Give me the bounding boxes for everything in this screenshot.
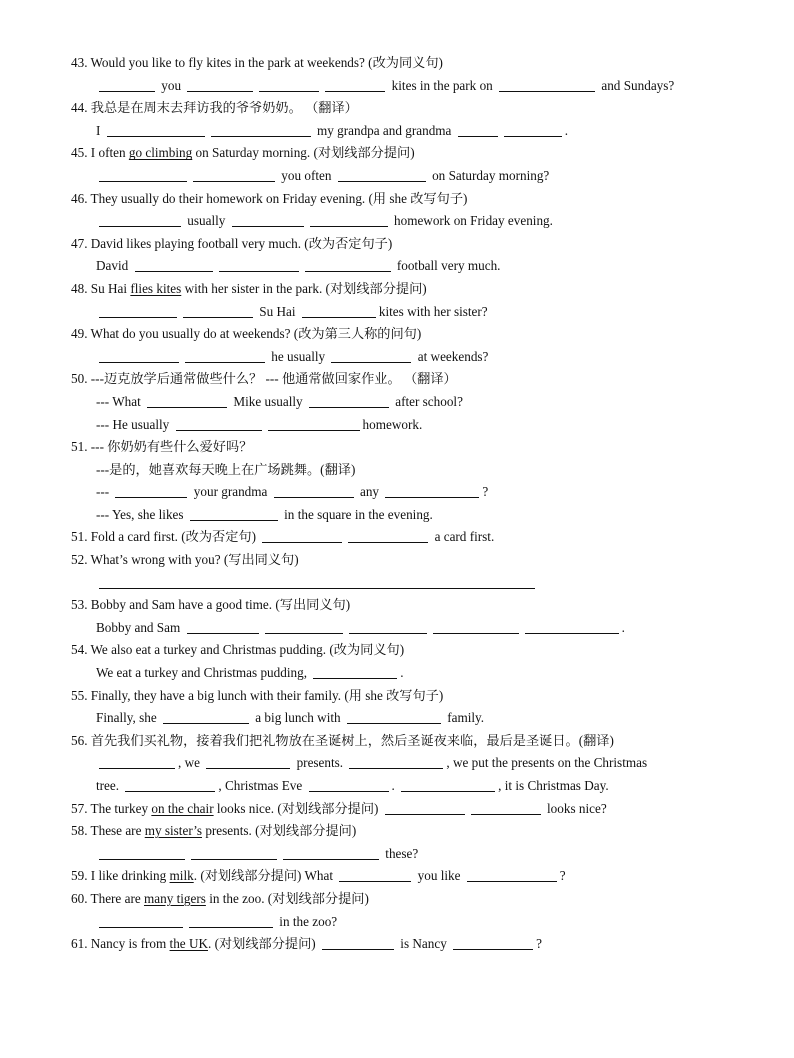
worksheet bbox=[0, 52, 794, 956]
question-43 bbox=[0, 52, 794, 75]
text-segment: 55. Finally, they have a big lunch with their family. (用 she 改写句子) bbox=[71, 687, 444, 703]
text-segment: 61. Nancy is from bbox=[71, 936, 170, 952]
answer-blank[interactable] bbox=[135, 257, 213, 272]
answer-blank[interactable] bbox=[107, 122, 205, 137]
text-segment: ? bbox=[559, 868, 566, 884]
answer-blank[interactable] bbox=[183, 303, 253, 318]
text-segment: kites in the park on bbox=[388, 77, 497, 93]
answer-56b bbox=[0, 775, 794, 798]
question-44 bbox=[0, 97, 794, 120]
text-segment: a big lunch with bbox=[251, 710, 344, 726]
answer-blank[interactable] bbox=[349, 619, 427, 634]
question-55 bbox=[0, 685, 794, 708]
answer-blank[interactable] bbox=[349, 754, 443, 769]
text-segment: 59. I like drinking bbox=[71, 868, 170, 884]
question-54 bbox=[0, 639, 794, 662]
answer-blank[interactable] bbox=[187, 619, 259, 634]
answer-blank[interactable] bbox=[385, 483, 479, 498]
text-segment: 46. They usually do their homework on Friday evening. (用 she 改写句子) bbox=[71, 190, 468, 206]
text-segment: on Saturday morning? bbox=[428, 167, 550, 183]
answer-blank[interactable] bbox=[99, 77, 155, 92]
answer-blank[interactable] bbox=[193, 167, 275, 182]
text-segment: in the zoo? bbox=[276, 913, 338, 929]
text-segment: your grandma bbox=[190, 484, 271, 500]
answer-blank[interactable] bbox=[305, 257, 391, 272]
answer-blank[interactable] bbox=[504, 122, 562, 137]
text-segment: homework on Friday evening. bbox=[390, 213, 553, 229]
answer-52 bbox=[0, 572, 794, 595]
underlined-phrase: flies kites bbox=[130, 280, 182, 296]
underlined-phrase: go climbing bbox=[128, 145, 193, 161]
text-segment: , we put the presents on the Christmas bbox=[446, 755, 648, 771]
text-segment: tree. bbox=[96, 778, 123, 793]
underlined-phrase: many tigers bbox=[143, 890, 206, 906]
text-segment: 48. Su Hai bbox=[71, 280, 131, 296]
question-53 bbox=[0, 594, 794, 617]
answer-48 bbox=[0, 301, 794, 324]
answer-blank[interactable] bbox=[185, 348, 265, 363]
text-segment: these? bbox=[382, 845, 419, 861]
text-segment: --- bbox=[96, 484, 113, 500]
answer-58 bbox=[0, 843, 794, 866]
answer-blank[interactable] bbox=[265, 619, 343, 634]
text-segment: 51. --- 你奶奶有些什么爱好吗？ bbox=[71, 439, 253, 455]
text-segment: 43. Would you like to fly kites in the park at weekends? (改为同义句) bbox=[71, 55, 443, 70]
text-segment: . bbox=[400, 665, 404, 681]
answer-blank[interactable] bbox=[309, 777, 389, 792]
question-47 bbox=[0, 233, 794, 256]
answer-blank[interactable] bbox=[99, 845, 185, 860]
text-segment: , we bbox=[178, 755, 204, 771]
answer-blank[interactable] bbox=[189, 913, 273, 928]
answer-blank[interactable] bbox=[322, 935, 394, 950]
text-segment: . (对划线部分提问) What bbox=[193, 868, 337, 884]
answer-54 bbox=[0, 662, 794, 685]
answer-blank[interactable] bbox=[99, 167, 187, 182]
answer-blank[interactable] bbox=[219, 257, 299, 272]
text-segment: 57. The turkey bbox=[71, 800, 152, 816]
answer-blank[interactable] bbox=[348, 528, 428, 543]
text-segment: ? bbox=[536, 936, 542, 952]
answer-blank[interactable] bbox=[339, 867, 411, 882]
answer-blank[interactable] bbox=[187, 77, 253, 92]
answer-blank[interactable] bbox=[310, 212, 388, 227]
text-segment: and Sundays? bbox=[598, 77, 675, 93]
text-segment: . (对划线部分提问) bbox=[208, 936, 319, 952]
question-56 bbox=[0, 730, 794, 753]
answer-blank[interactable] bbox=[331, 348, 411, 363]
answer-50a bbox=[0, 391, 794, 414]
answer-blank[interactable] bbox=[125, 777, 215, 792]
answer-blank[interactable] bbox=[163, 709, 249, 724]
answer-blank[interactable] bbox=[147, 393, 227, 408]
answer-blank[interactable] bbox=[313, 664, 397, 679]
text-segment: presents. bbox=[293, 755, 347, 771]
answer-blank[interactable] bbox=[274, 483, 354, 498]
text-segment: my grandpa and grandma bbox=[313, 122, 455, 138]
text-segment: is Nancy bbox=[397, 936, 451, 952]
text-segment: after school? bbox=[391, 393, 463, 409]
text-segment: 51. Fold a card first. (改为否定句) bbox=[71, 529, 260, 545]
answer-blank[interactable] bbox=[268, 416, 360, 431]
text-segment: in the square in the evening. bbox=[280, 506, 433, 522]
text-segment: usually bbox=[184, 213, 229, 229]
text-segment: 54. We also eat a turkey and Christmas pudding. (改为同义句) bbox=[71, 642, 405, 658]
text-segment: presents. (对划线部分提问) bbox=[202, 823, 357, 839]
text-segment: 53. Bobby and Sam have a good time. (写出同义句) bbox=[71, 597, 351, 613]
question-52 bbox=[0, 549, 794, 572]
text-segment: 58. These are bbox=[71, 823, 145, 839]
answer-blank[interactable] bbox=[211, 122, 311, 137]
underlined-phrase: on the chair bbox=[151, 800, 214, 816]
text-segment: with her sister in the park. (对划线部分提问) bbox=[181, 280, 427, 296]
text-segment: homework. bbox=[362, 416, 423, 432]
underlined-phrase: the UK bbox=[169, 936, 208, 952]
text-segment: any bbox=[356, 484, 383, 500]
answer-blank[interactable] bbox=[99, 574, 535, 589]
answer-blank[interactable] bbox=[302, 303, 376, 318]
text-segment: --- What bbox=[96, 393, 145, 409]
question-51-fold bbox=[0, 526, 794, 549]
text-segment: ? bbox=[482, 484, 489, 500]
question-48 bbox=[0, 278, 794, 301]
question-46 bbox=[0, 188, 794, 211]
answer-51b bbox=[0, 504, 794, 527]
answer-53 bbox=[0, 617, 794, 640]
answer-51a bbox=[0, 481, 794, 504]
question-51-line2 bbox=[0, 459, 794, 482]
answer-blank[interactable] bbox=[499, 77, 595, 92]
text-segment: . bbox=[391, 778, 399, 793]
text-segment: looks nice. (对划线部分提问) bbox=[213, 800, 382, 816]
answer-blank[interactable] bbox=[467, 867, 557, 882]
text-segment: 56. 首先我们买礼物，接着我们把礼物放在圣诞树上，然后圣诞夜来临，最后是圣诞日。(翻译) bbox=[71, 732, 614, 748]
text-segment: 44. 我总是在周末去拜访我的爷爷奶奶。 （翻译） bbox=[71, 100, 358, 116]
text-segment: looks nice? bbox=[543, 800, 607, 816]
text-segment: . bbox=[564, 122, 568, 138]
answer-55 bbox=[0, 707, 794, 730]
text-segment: football very much. bbox=[393, 258, 501, 274]
answer-blank[interactable] bbox=[99, 303, 177, 318]
answer-blank[interactable] bbox=[99, 754, 175, 769]
answer-blank[interactable] bbox=[99, 348, 179, 363]
text-segment: on Saturday morning. (对划线部分提问) bbox=[192, 145, 415, 161]
answer-blank[interactable] bbox=[262, 528, 342, 543]
text-segment: Mike usually bbox=[230, 393, 306, 409]
underlined-phrase: my sister’s bbox=[144, 823, 203, 839]
text-segment: you often bbox=[278, 167, 335, 183]
text-segment: you bbox=[158, 77, 185, 93]
text-segment: he usually bbox=[268, 348, 329, 364]
answer-blank[interactable] bbox=[433, 619, 519, 634]
text-segment: . bbox=[621, 619, 625, 635]
underlined-phrase: milk bbox=[169, 868, 194, 884]
answer-blank[interactable] bbox=[283, 845, 379, 860]
answer-blank[interactable] bbox=[115, 483, 187, 498]
answer-blank[interactable] bbox=[453, 935, 533, 950]
answer-blank[interactable] bbox=[385, 800, 465, 815]
text-segment: family. bbox=[443, 710, 485, 726]
answer-blank[interactable] bbox=[401, 777, 495, 792]
text-segment: kites with her sister? bbox=[378, 303, 488, 319]
answer-blank[interactable] bbox=[191, 845, 277, 860]
text-segment: in the zoo. (对划线部分提问) bbox=[205, 890, 369, 906]
answer-43 bbox=[0, 75, 794, 98]
question-49 bbox=[0, 323, 794, 346]
answer-blank[interactable] bbox=[347, 709, 441, 724]
question-58 bbox=[0, 820, 794, 843]
text-segment: 45. I often bbox=[71, 145, 129, 161]
text-segment: 50. ---迈克放学后通常做些什么？ --- 他通常做回家作业。 （翻译） bbox=[71, 371, 457, 387]
answer-blank[interactable] bbox=[525, 619, 619, 634]
question-60 bbox=[0, 888, 794, 911]
question-61 bbox=[0, 933, 794, 956]
question-59 bbox=[0, 865, 794, 888]
answer-blank[interactable] bbox=[309, 393, 389, 408]
answer-46 bbox=[0, 210, 794, 233]
answer-blank[interactable] bbox=[99, 913, 183, 928]
text-segment: a card first. bbox=[431, 529, 495, 545]
text-segment: 60. There are bbox=[71, 890, 144, 906]
answer-blank[interactable] bbox=[325, 77, 385, 92]
answer-blank[interactable] bbox=[190, 506, 278, 521]
text-segment: at weekends? bbox=[414, 348, 489, 364]
answer-44 bbox=[0, 120, 794, 143]
question-51 bbox=[0, 436, 794, 459]
answer-56a bbox=[0, 752, 794, 775]
text-segment: I bbox=[96, 122, 104, 138]
answer-blank[interactable] bbox=[338, 167, 426, 182]
answer-blank[interactable] bbox=[232, 212, 304, 227]
text-segment: Bobby and Sam bbox=[96, 619, 184, 635]
answer-49 bbox=[0, 346, 794, 369]
answer-blank[interactable] bbox=[458, 122, 498, 137]
text-segment: --- He usually bbox=[96, 416, 173, 432]
text-segment: ---是的，她喜欢每天晚上在广场跳舞。(翻译) bbox=[96, 461, 356, 477]
answer-blank[interactable] bbox=[99, 212, 181, 227]
question-50 bbox=[0, 368, 794, 391]
answer-50b bbox=[0, 414, 794, 437]
text-segment: Finally, she bbox=[96, 710, 160, 726]
question-57 bbox=[0, 798, 794, 821]
answer-blank[interactable] bbox=[176, 416, 262, 431]
text-segment: We eat a turkey and Christmas pudding, bbox=[96, 665, 311, 681]
text-segment: you like bbox=[414, 868, 464, 884]
text-segment: 52. What’s wrong with you? (写出同义句) bbox=[71, 552, 299, 568]
answer-blank[interactable] bbox=[471, 800, 541, 815]
text-segment: 49. What do you usually do at weekends? (改为第三人称的问句) bbox=[71, 326, 422, 342]
text-segment: , Christmas Eve bbox=[218, 778, 306, 793]
question-45 bbox=[0, 142, 794, 165]
text-segment: Su Hai bbox=[256, 303, 299, 319]
text-segment: --- Yes, she likes bbox=[96, 506, 187, 522]
text-segment: 47. David likes playing football very much. (改为否定句子) bbox=[71, 235, 393, 251]
answer-blank[interactable] bbox=[259, 77, 319, 92]
text-segment: David bbox=[96, 258, 132, 274]
text-segment: , it is Christmas Day. bbox=[498, 778, 609, 793]
answer-45 bbox=[0, 165, 794, 188]
answer-60 bbox=[0, 911, 794, 934]
answer-blank[interactable] bbox=[206, 754, 290, 769]
answer-47 bbox=[0, 255, 794, 278]
